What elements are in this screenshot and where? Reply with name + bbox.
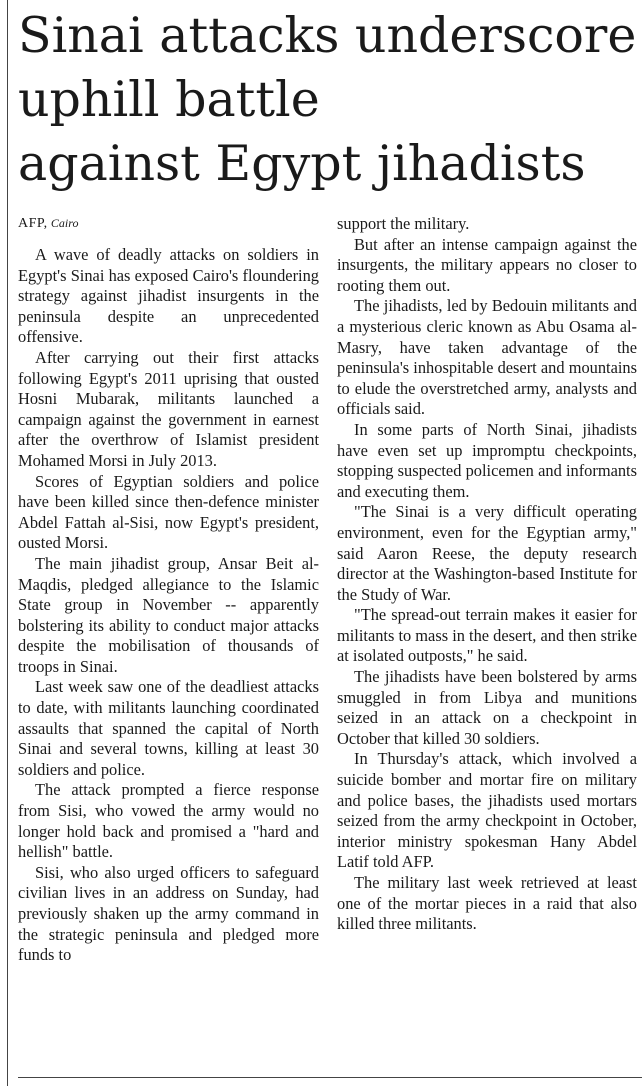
paragraph: In some parts of North Sinai, jihadists have even set up impromptu checkpoints, stopping suspected policemen and informants and executing them. [337, 419, 637, 501]
paragraph: The attack prompted a fierce response from Sisi, who vowed the army would no longer hold back and promised a "hard and hellish" battle. [18, 780, 319, 862]
headline-line: uphill battle [18, 71, 320, 128]
paragraph: Last week saw one of the deadliest attacks to date, with militants launching coordinated assaults that spanned the capital of North Sinai and several towns, killing at least 30 soldiers and police. [18, 677, 319, 779]
bottom-rule [18, 1077, 642, 1078]
dateline-agency: AFP, [18, 216, 48, 231]
headline-line: Sinai attacks underscore [18, 7, 637, 64]
paragraph: Sisi, who also urged officers to safeguard civilian lives in an address on Sunday, had previously shaken up the army command in the strategic peninsula and pledged more funds to [18, 862, 319, 965]
dateline [18, 214, 319, 233]
paragraph: The jihadists, led by Bedouin militants and a mysterious cleric known as Abu Osama al-Masry, have taken advantage of the peninsula's inhospitable desert and mountains to elude the overstretched army, analysts and officials said. [337, 296, 637, 419]
dateline-city: Cairo [50, 216, 79, 230]
paragraph: A wave of deadly attacks on soldiers in Egypt's Sinai has exposed Cairo's floundering strategy against jihadist insurgents in the peninsula despite an unprecedented offensive. [18, 245, 319, 347]
paragraph: The main jihadist group, Ansar Beit al-Maqdis, pledged allegiance to the Islamic State group in November -- apparently bolstering its ability to conduct major attacks despite the mobilisation of thousands of troops in Sinai. [18, 553, 319, 676]
headline [18, 4, 640, 196]
paragraph: "The Sinai is a very difficult operating environment, even for the Egyptian army," said Aaron Reese, the deputy research director at the Washington-based Institute for the Study of War. [337, 502, 637, 604]
paragraph: The jihadists have been bolstered by arms smuggled in from Libya and munitions seized in an attack on a checkpoint in October that killed 30 soldiers. [337, 667, 637, 748]
paragraph: "The spread-out terrain makes it easier for militants to mass in the desert, and then strike at isolated outposts," he said. [337, 605, 637, 666]
left-column-rule [7, 0, 8, 1086]
paragraph: But after an intense campaign against the insurgents, the military appears no closer to rooting them out. [337, 234, 637, 295]
paragraph: The military last week retrieved at least one of the mortar pieces in a raid that also killed three militants. [337, 873, 637, 934]
headline-line: against Egypt jihadists [18, 135, 586, 192]
paragraph: In Thursday's attack, which involved a suicide bomber and mortar fire on military and police bases, the jihadists used mortars seized from the army checkpoint in October, interior ministry spokesman Hany Abdel Latif told AFP. [337, 749, 637, 872]
paragraph: After carrying out their first attacks following Egypt's 2011 uprising that ousted Hosni Mubarak, militants launched a campaign against the government in earnest after the overthrow of Islamist president Mohamed Morsi in July 2013. [18, 347, 319, 470]
paragraph: Scores of Egyptian soldiers and police have been killed since then-defence minister Abdel Fattah al-Sisi, now Egypt's president, ousted Morsi. [18, 471, 319, 553]
article-column-left [18, 214, 319, 966]
paragraph-continuation: support the military. [337, 214, 470, 233]
article-column-right [337, 214, 637, 935]
